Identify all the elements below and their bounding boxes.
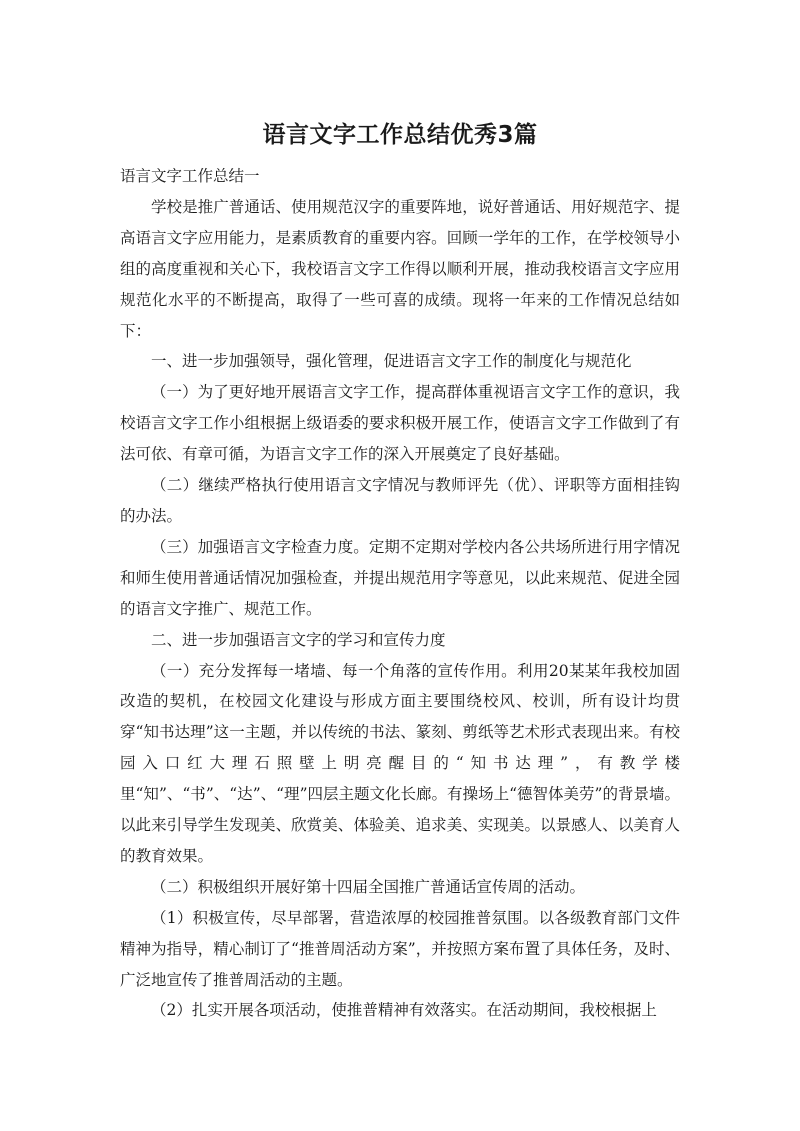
paragraph-part-2-2: （二）积极组织开展好第十四届全国推广普通话宣传周的活动。 <box>151 877 586 896</box>
document-title: 语言文字工作总结优秀3篇 <box>262 122 538 148</box>
paragraph-part-1-1: （一）为了更好地开展语言文字工作，提高群体重视语言文字工作的意识，我校语言文字工作小组根据上级语委的要求积极开展工作，使语言文字工作做到了有法可依、有章可循，为语言文字工作的深入开展奠定了良好基础。 <box>120 383 680 464</box>
heading-part-2: 二、进一步加强语言文字的学习和宣传力度 <box>151 630 446 649</box>
section-heading: 语言文字工作总结一 <box>120 167 260 185</box>
paragraph-part-2-2-2: （2）扎实开展各项活动，使推普精神有效落实。在活动期间，我校根据上 <box>151 1001 657 1020</box>
paragraph-part-1-2: （二）继续严格执行使用语言文字情况与教师评先（优）、评职等方面相挂钩的办法。 <box>120 476 680 525</box>
heading-part-1: 一、进一步加强领导，强化管理，促进语言文字工作的制度化与规范化 <box>151 352 632 371</box>
paragraph-part-2-2-1: （1）积极宣传，尽早部署，营造浓厚的校园推普氛围。以各级教育部门文件精神为指导，精心制订了“推普周活动方案”，并按照方案布置了具体任务，及时、广泛地宣传了推普周活动的主题。 <box>120 908 680 989</box>
paragraph-part-1-3: （三）加强语言文字检查力度。定期不定期对学校内各公共场所进行用字情况和师生使用普通话情况加强检查，并提出规范用字等意见，以此来规范、促进全园的语言文字推广、规范工作。 <box>120 537 680 618</box>
paragraph-part-2-1: （一）充分发挥每一堵墙、每一个角落的宣传作用。利用20某某年我校加固改造的契机，在校园文化建设与形成方面主要围绕校风、校训，所有设计均贯穿“知书达理”这一主题，并以传统的书法、篆刻、剪纸等艺术形式表现出来。有校园入口红大理石照壁上明亮醒目的“知书达理”，有教学楼里“知”、“书”、“达”、“理”四层主题文化长廊。有操场上“德智体美劳”的背景墙。以此来引导学生发现美、欣赏美、体验美、追求美、实现美。以景感人、以美育人的教育效果。 <box>120 661 680 865</box>
document-body <box>120 161 680 1026</box>
paragraph-intro: 学校是推广普通话、使用规范汉字的重要阵地，说好普通话、用好规范字、提高语言文字应用能力，是素质教育的重要内容。回顾一学年的工作，在学校领导小组的高度重视和关心下，我校语言文字工作得以顺利开展，推动我校语言文字应用规范化水平的不断提高，取得了一些可喜的成绩。现将一年来的工作情况总结如下： <box>120 197 680 340</box>
